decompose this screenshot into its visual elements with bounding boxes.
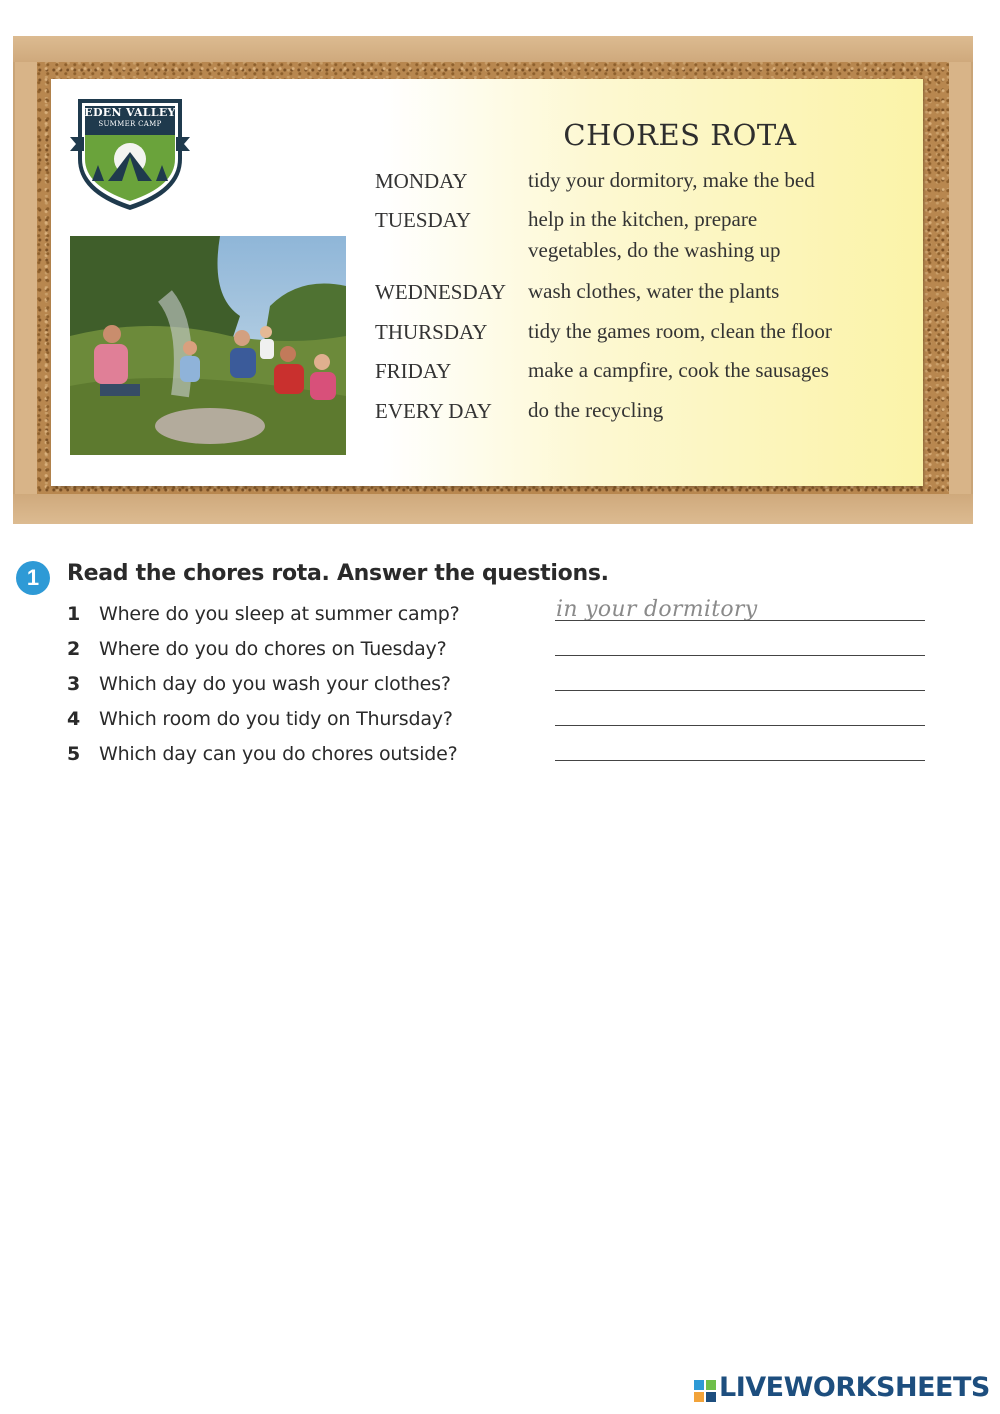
question-text: Where do you sleep at summer camp? [99, 603, 460, 625]
answer-line [555, 760, 925, 761]
rota-title: CHORES ROTA [563, 118, 797, 152]
rota-day-thursday: THURSDAY [375, 320, 488, 344]
rota-chore-line: wash clothes, water the plants [528, 279, 780, 303]
exercise-number-badge: 1 [16, 561, 50, 595]
rota-chore-wednesday [528, 276, 888, 307]
rota-day-tuesday: TUESDAY [375, 208, 472, 232]
rota-day-everyday: EVERY DAY [375, 399, 492, 423]
liveworksheets-logo-icon [694, 1380, 716, 1402]
question-text: Which day do you wash your clothes? [99, 673, 451, 695]
board-frame-bottom [13, 494, 973, 524]
exercise-instruction: Read the chores rota. Answer the questions. [67, 561, 609, 586]
answer-field-1[interactable]: in your dormitory [556, 597, 758, 622]
rota-chore-friday [528, 355, 888, 386]
answer-line [555, 620, 925, 621]
question-number: 4 [67, 708, 81, 730]
rota-day-friday: FRIDAY [375, 359, 452, 383]
answer-field-5[interactable] [556, 737, 926, 761]
badge-title: EDEN VALLEY [84, 106, 176, 119]
rota-chore-thursday [528, 316, 888, 347]
campfire-photo [70, 236, 346, 455]
rota-chore-tuesday [528, 204, 888, 266]
badge-subtitle: SUMMER CAMP [98, 120, 162, 128]
question-number: 1 [67, 603, 81, 625]
rota-chore-line: vegetables, do the washing up [528, 238, 781, 262]
rota-chore-line: tidy the games room, clean the floor [528, 319, 832, 343]
question-number: 3 [67, 673, 81, 695]
rota-day-monday: MONDAY [375, 169, 468, 193]
answer-field-4[interactable] [556, 702, 926, 726]
rota-chore-line: help in the kitchen, prepare [528, 207, 758, 231]
answer-line [555, 725, 925, 726]
question-number: 5 [67, 743, 81, 765]
rota-chore-monday [528, 165, 888, 196]
rota-day-wednesday: WEDNESDAY [375, 280, 507, 304]
rota-chore-line: tidy your dormitory, make the bed [528, 168, 815, 192]
rota-chore-line: do the recycling [528, 398, 664, 422]
rota-chore-line: make a campfire, cook the sausages [528, 358, 829, 382]
answer-line [555, 690, 925, 691]
liveworksheets-brand: LIVEWORKSHEETS [719, 1372, 990, 1403]
question-text: Which day can you do chores outside? [99, 743, 458, 765]
question-text: Where do you do chores on Tuesday? [99, 638, 447, 660]
board-frame-top [13, 36, 973, 62]
answer-field-2[interactable] [556, 632, 926, 656]
question-number: 2 [67, 638, 81, 660]
rota-chore-everyday [528, 395, 888, 426]
answer-line [555, 655, 925, 656]
answer-field-3[interactable] [556, 667, 926, 691]
question-text: Which room do you tidy on Thursday? [99, 708, 453, 730]
